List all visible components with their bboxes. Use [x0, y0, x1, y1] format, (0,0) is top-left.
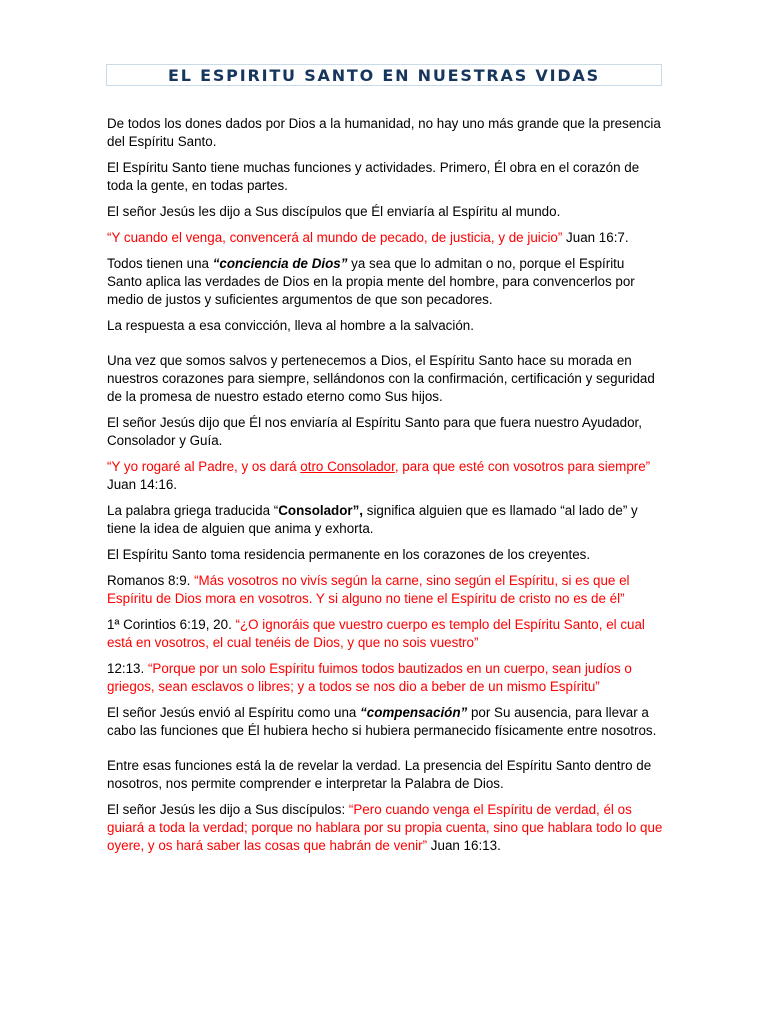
paragraph-2: El Espíritu Santo tiene muchas funciones y actividades. Primero, Él obra en el corazón de toda la gente, en todas partes. [107, 160, 640, 193]
text-segment: La palabra griega traducida “ [107, 503, 279, 518]
text-segment: Todos tienen una [107, 256, 213, 271]
scripture-quote: “Y cuando el venga, convencerá al mundo de pecado, de justicia, y de juicio” [107, 230, 563, 245]
paragraph-6: La respuesta a esa convicción, lleva al hombre a la salvación. [107, 318, 474, 333]
scripture-reference: 12:13. [107, 661, 148, 676]
paragraph-5 [107, 255, 663, 309]
title-box [106, 64, 662, 86]
paragraph-13 [107, 616, 663, 652]
paragraph-16: Entre esas funciones está la de revelar la verdad. La presencia del Espíritu Santo dentro de nosotros, nos permite comprender e interpretar la Palabra de Dios. [107, 758, 652, 791]
scripture-quote: “Y yo rogaré al Padre, y os dará [107, 459, 301, 474]
emphasis-text: “compensación” [360, 705, 468, 720]
scripture-quote: “¿O ignoráis que vuestro cuerpo es templo del Espíritu Santo, el cual está en vosotros, el cual tenéis de Dios, y que no sois vuestro” [107, 617, 645, 650]
text-segment: por Su ausencia, para llevar a cabo las funciones que Él hubiera hecho si hubiera permanecido físicamente entre nosotros. [107, 705, 657, 738]
scripture-quote: “Más vosotros no vivís según la carne, sino según el Espíritu, si es que el Espíritu de Dios mora en vosotros. Y si alguno no tiene el Espíritu de cristo no es de él” [107, 573, 630, 606]
paragraph-14 [107, 660, 663, 696]
scripture-reference: Juan 14:16. [107, 477, 177, 492]
paragraph-1: De todos los dones dados por Dios a la humanidad, no hay uno más grande que la presencia del Espíritu Santo. [107, 116, 661, 149]
paragraph-12 [107, 572, 663, 608]
paragraph-10 [107, 502, 663, 538]
scripture-quote: “Pero cuando venga el Espíritu de verdad, él os guiará a toda la verdad; porque no hablara por su propia cuenta, sino que hablara todo lo que oyere, y os hará saber las cosas que habrán de venir” [107, 802, 663, 853]
paragraph-3: El señor Jesús les dijo a Sus discípulos que Él enviaría al Espíritu al mundo. [107, 204, 561, 219]
paragraph-9 [107, 458, 663, 494]
emphasis-text: “conciencia de Dios” [212, 256, 348, 271]
paragraph-11: El Espíritu Santo toma residencia permanente en los corazones de los creyentes. [107, 547, 591, 562]
text-segment: El señor Jesús les dijo a Sus discípulos: [107, 802, 349, 817]
paragraph-8: El señor Jesús dijo que Él nos enviaría al Espíritu Santo para que fuera nuestro Ayudador, Consolador y Guía. [107, 415, 642, 448]
text-segment: El señor Jesús envió al Espíritu como una [107, 705, 361, 720]
text-segment: ya sea que lo admitan o no, porque el Espíritu Santo aplica las verdades de Dios en la propia mente del hombre, para convencerlos por medio de justos y suficientes argumentos de que son pecadores. [107, 256, 635, 307]
paragraph-4 [107, 229, 663, 247]
paragraph-17 [107, 801, 663, 855]
paragraph-15 [107, 704, 663, 740]
document-title: EL ESPIRITU SANTO EN NUESTRAS VIDAS [168, 66, 600, 85]
paragraph-7: Una vez que somos salvos y pertenecemos a Dios, el Espíritu Santo hace su morada en nuestros corazones para siempre, sellándonos con la confirmación, certificación y seguridad de la promesa de nuestro estado eterno como Sus hijos. [107, 353, 655, 404]
text-segment: significa alguien que es llamado “al lado de” y tiene la idea de alguien que anima y exhorta. [107, 503, 638, 536]
document-body [107, 115, 663, 863]
bold-text: Consolador”, [278, 503, 364, 518]
underlined-quote-text: otro Consolador [300, 459, 395, 474]
scripture-reference: Juan 16:7. [562, 230, 629, 245]
scripture-quote: , para que esté con vosotros para siempre” [394, 459, 651, 474]
scripture-reference: Romanos 8:9. [107, 573, 195, 588]
scripture-reference: Juan 16:13. [427, 838, 501, 853]
scripture-quote: “Porque por un solo Espíritu fuimos todos bautizados en un cuerpo, sean judíos o griegos, sean esclavos o libres; y a todos se nos dio a beber de un mismo Espíritu” [107, 661, 632, 694]
scripture-reference: 1ª Corintios 6:19, 20. [107, 617, 236, 632]
